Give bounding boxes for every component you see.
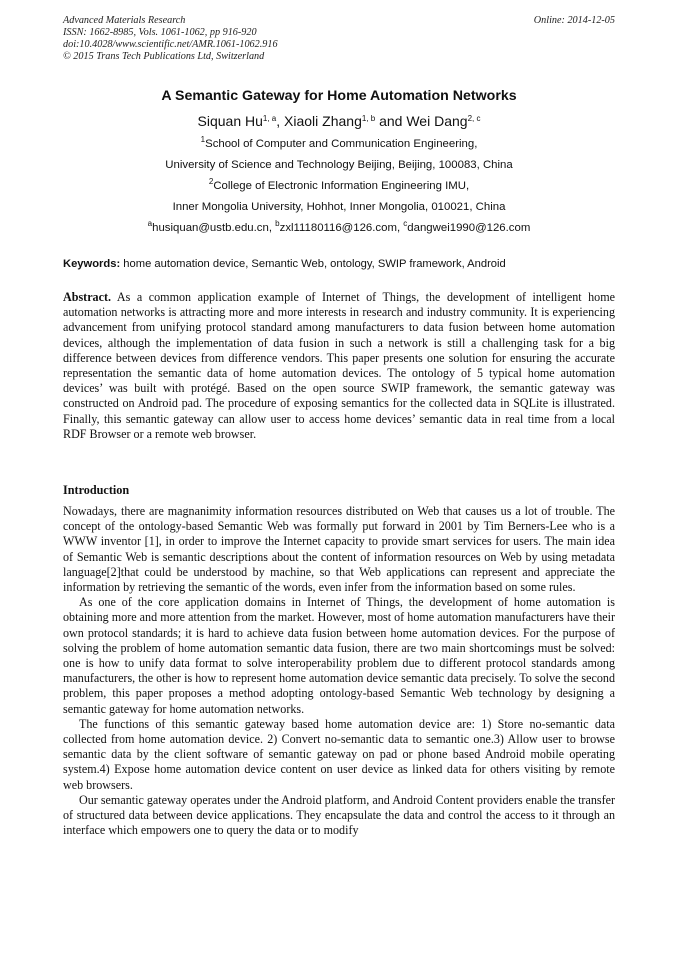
- author-separator: and: [375, 113, 407, 129]
- author-marker: 1, a: [262, 114, 277, 123]
- author-name: Siquan Hu: [197, 113, 263, 129]
- author-marker: 1, b: [361, 114, 376, 123]
- author-list: [0, 113, 678, 129]
- paper-title: A Semantic Gateway for Home Automation Networks: [161, 88, 517, 104]
- issn-line: ISSN: 1662-8985, Vols. 1061-1062, pp 916-920: [63, 27, 257, 38]
- email-marker: a: [147, 219, 153, 228]
- author-emails: $^a$husiquan@ustb.edu.cn, $^b$zxl11180116@126.com, $^c$dangwei1990@126.com: [147, 219, 531, 234]
- affiliation-2-line-1: [0, 177, 678, 192]
- affiliation-text: School of Computer and Communication Engineering,: [205, 138, 478, 150]
- author-name: Xiaoli Zhang: [284, 113, 362, 129]
- email-marker: c: [403, 219, 408, 228]
- abstract-text: As a common application example of Internet of Things, the development of intelligent home automation networks is attracting more and more interests in research and industry community. It is experiencing advancement from unifying protocol standard among manufacturers to data fusion between home automation devices, although the implementation of data fusion in such a network is still a challenging task for a big difference between devices from difference vendors. This paper presents one solution for ensuring the accurate representation the semantic data of home automation devices. The ontology of 5 typical home automation devices’ was built with protégé. Based on the open source SWIP framework, the semantic gateway was constructed on Android pad. The procedure of exposing semantics for the collected data in SQLite is illustrated. Finally, this semantic gateway can allow user to access home devices’ semantic data in real time from a local RDF Browser or a remote web browser.: [63, 290, 615, 441]
- keywords-label: Keywords:: [63, 258, 121, 270]
- introduction-body: [63, 504, 615, 838]
- journal-name: Advanced Materials Research: [63, 15, 186, 26]
- intro-paragraph: As one of the core application domains in Internet of Things, the development of home automation is obtaining more and more attention from the market. However, most of home automation manufacturers have their own protocol standards; it is hard to achieve data fusion between home automation devices. For the purpose of solving the problem of home automation semantic data fusion, there are two main shortcomings must be solved: one is how to unify data format to solve interoperability problem due to different protocol standards among manufacturers, the other is how to represent home automation device semantic data precisely. To solve the second problem, this paper proposes a method adopting ontology-based Semantic Web technology by designing a semantic gateway for home automation networks.: [63, 595, 615, 716]
- intro-paragraph: The functions of this semantic gateway based home automation device are: 1) Store no-semantic data collected from home automation device. 2) Convert no-semantic data to semantic one.3) Allow user to browse semantic data by the client software of semantic gateway on pad or phone based Android mobile operating system.4) Expose home automation device content on user device as linked data for others visiting by remote web browsers.: [63, 716, 615, 792]
- affiliation-1-line-1: [0, 135, 678, 150]
- author-marker: 2, c: [467, 114, 481, 123]
- affiliation-2-line-2: Inner Mongolia University, Hohhot, Inner Mongolia, 010021, China: [172, 201, 506, 213]
- online-date: Online: 2014-12-05: [533, 15, 615, 26]
- affiliation-marker: 2: [208, 177, 214, 186]
- abstract-label: Abstract.: [63, 290, 112, 304]
- email-a[interactable]: husiquan@ustb.edu.cn: [152, 222, 269, 234]
- affiliation-text: College of Electronic Information Engineering IMU,: [213, 180, 470, 192]
- affiliation-marker: 1: [200, 135, 206, 144]
- journal-header: [63, 15, 615, 63]
- keywords-text: home automation device, Semantic Web, ontology, SWIP framework, Android: [120, 258, 506, 270]
- intro-paragraph: Nowadays, there are magnanimity information resources distributed on Web that causes us a lot of trouble. The concept of the ontology-based Semantic Web was formally put forward in 2001 by Tim Berners-Lee who is a WWW inventor [1], in order to improve the Internet capacity to provide smart services for users. The main idea of Semantic Web is semantic descriptions about the content of information resources on Web by using metadata language[2]that could be understood by machine, so that Web applications can represent and appreciate the information by retrieving the semantic of the words, even infer from the information based on some rules.: [63, 504, 615, 595]
- abstract-block: [63, 290, 615, 442]
- author-name: Wei Dang: [406, 113, 468, 129]
- intro-paragraph: Our semantic gateway operates under the Android platform, and Android Content providers enable the transfer of structured data between device applications. They encapsulate the data and control the access to it through an interface which empowers one to query the data or to modify: [63, 792, 615, 838]
- email-c[interactable]: dangwei1990@126.com: [407, 222, 531, 234]
- email-marker: b: [275, 219, 280, 228]
- affiliation-1-line-2: University of Science and Technology Beijing, Beijing, 100083, China: [165, 159, 513, 171]
- copyright-line: © 2015 Trans Tech Publications Ltd, Switzerland: [63, 51, 265, 62]
- author-separator: ,: [276, 113, 285, 129]
- keywords-line: [63, 258, 615, 270]
- email-b[interactable]: zxl11180116@126.com: [279, 222, 397, 234]
- section-heading-introduction: Introduction: [63, 483, 130, 497]
- doi-line: doi:10.4028/www.scientific.net/AMR.1061-1062.916: [63, 39, 278, 50]
